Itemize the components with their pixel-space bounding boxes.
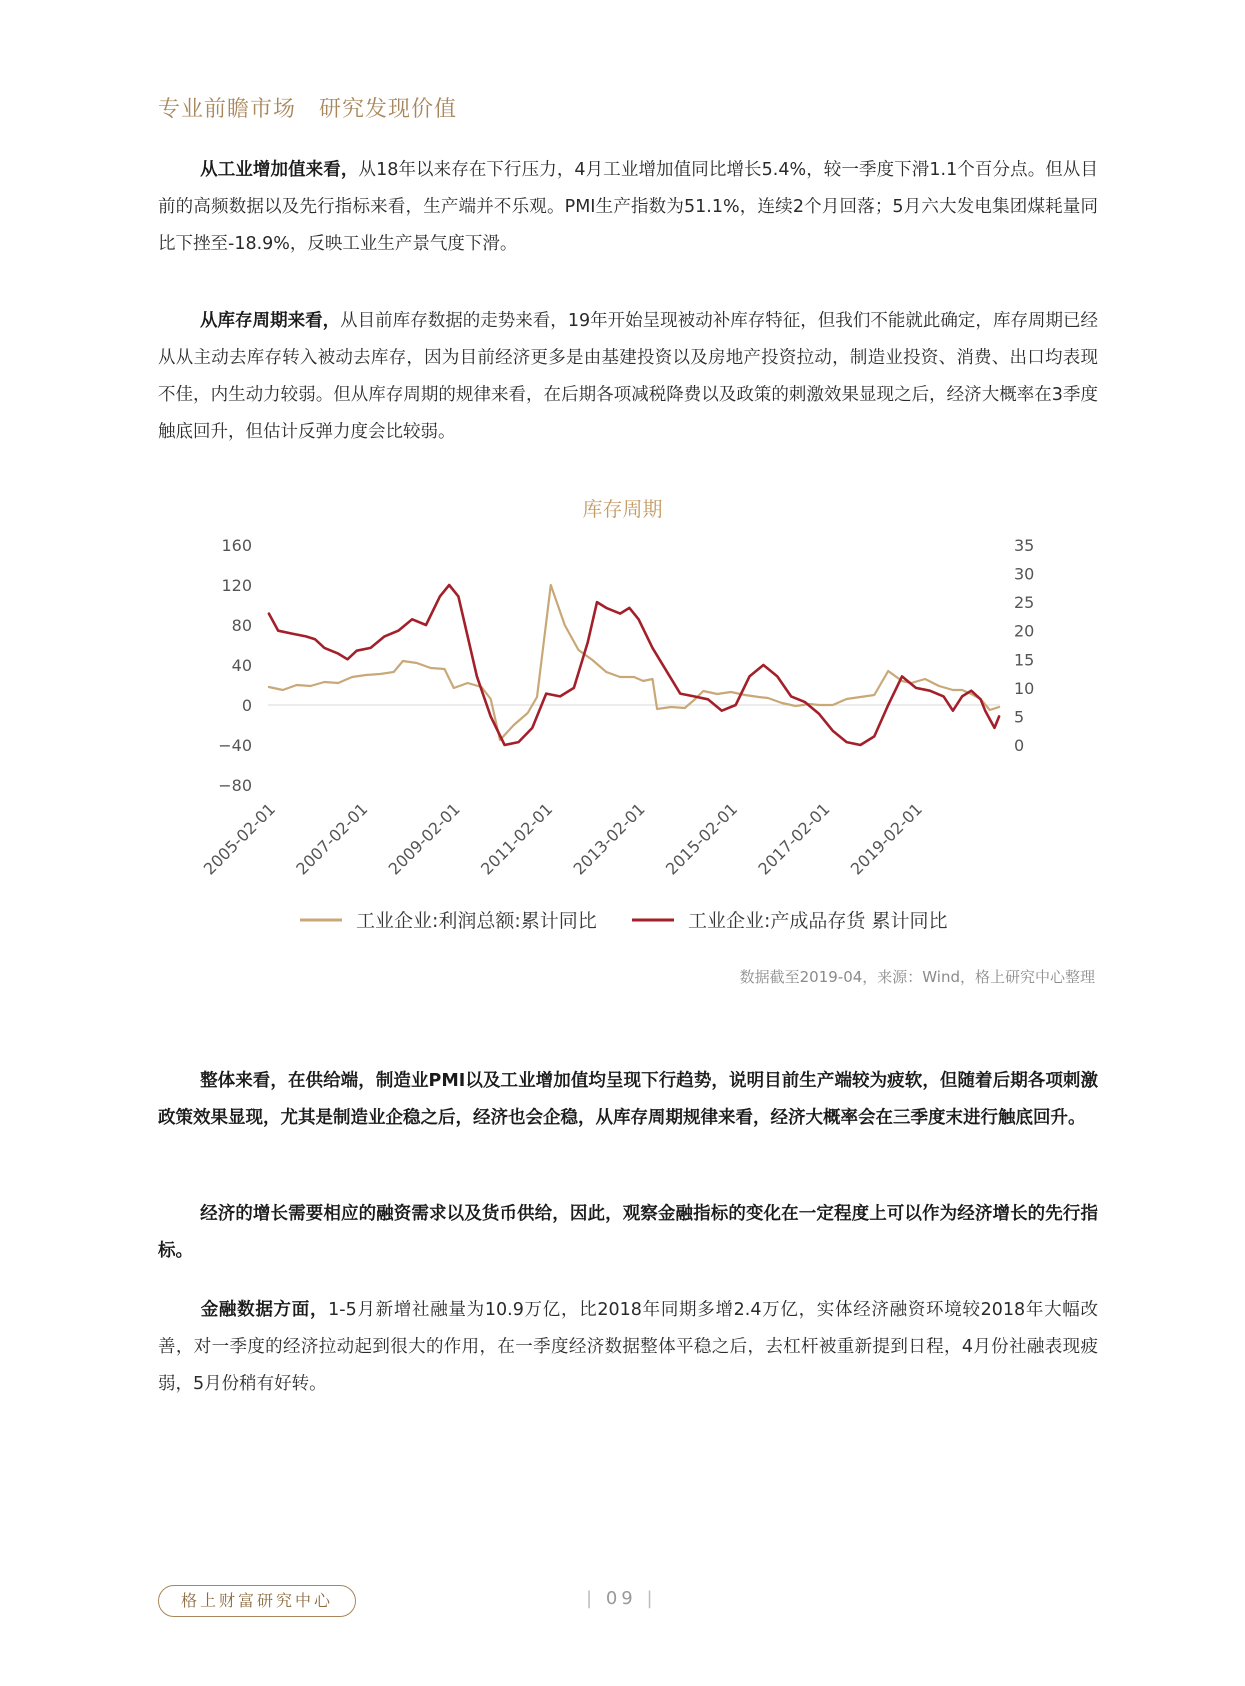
page-number bbox=[586, 1588, 657, 1609]
paragraph-lead: 金融数据方面， bbox=[200, 1300, 329, 1320]
legend-label: 工业企业:利润总额:累计同比 bbox=[356, 910, 597, 932]
paragraph-lead: 从工业增加值来看， bbox=[200, 160, 359, 180]
x-axis-tick-label: 2017-02-01 bbox=[754, 799, 834, 879]
left-axis-tick-label: −80 bbox=[218, 776, 252, 795]
x-axis-tick-label: 2007-02-01 bbox=[292, 799, 372, 879]
paragraph-lead: 从库存周期来看， bbox=[200, 311, 341, 331]
left-axis-tick-label: 0 bbox=[241, 696, 252, 715]
paragraph-industrial-value-added bbox=[158, 152, 1098, 263]
inventory-cycle-chart bbox=[0, 520, 1245, 960]
chart-lines bbox=[269, 585, 999, 745]
chart-title: 库存周期 bbox=[582, 497, 663, 521]
right-axis-tick-label: 15 bbox=[1014, 650, 1035, 670]
x-axis-tick-label: 2011-02-01 bbox=[477, 799, 557, 879]
page-number-bar-left: | bbox=[586, 1588, 597, 1609]
x-axis-tick-label: 2005-02-01 bbox=[199, 799, 279, 879]
paragraph-body: 从目前库存数据的走势来看，19年开始呈现被动补库存特征，但我们不能就此确定，库存周期已经从从主动去库存转入被动去库存，因为目前经济更多是由基建投资以及房地产投资拉动，制造业投资、消费、出口均表现不佳，内生动力较弱。但从库存周期的规律来看，在后期各项减税降费以及政策的刺激效果显现之后，经济大概率在3季度触底回升，但估计反弹力度会比较弱。 bbox=[158, 311, 1099, 442]
chart-legend bbox=[300, 910, 947, 932]
left-axis-tick-label: 160 bbox=[221, 536, 252, 555]
left-axis-tick-label: 120 bbox=[221, 576, 252, 595]
paragraph-financial-data bbox=[158, 1292, 1098, 1403]
series-line bbox=[269, 585, 999, 745]
x-axis-tick-label: 2013-02-01 bbox=[569, 799, 649, 879]
left-axis-tick-label: −40 bbox=[218, 736, 252, 755]
right-axis-tick-label: 0 bbox=[1014, 736, 1025, 755]
page-number-bar-right: | bbox=[646, 1588, 657, 1609]
series-line bbox=[269, 585, 999, 740]
paragraph-inventory-cycle bbox=[158, 303, 1098, 451]
paragraph-body: 1-5月新增社融量为10.9万亿，比2018年同期多增2.4万亿，实体经济融资环境较2018年大幅改善，对一季度的经济拉动起到很大的作用，在一季度经济数据整体平稳之后，去杠杆被重新提到日程，4月份社融表现疲弱，5月份稍有好转。 bbox=[158, 1300, 1099, 1394]
paragraph-summary bbox=[158, 1063, 1098, 1137]
footer-brand-badge: 格上财富研究中心 bbox=[158, 1585, 356, 1617]
left-axis-tick-label: 40 bbox=[231, 656, 252, 675]
paragraph-body: 经济的增长需要相应的融资需求以及货币供给，因此，观察金融指标的变化在一定程度上可以作为经济增长的先行指标。 bbox=[158, 1204, 1098, 1261]
right-axis-tick-label: 5 bbox=[1014, 707, 1025, 727]
paragraph-financing bbox=[158, 1196, 1098, 1270]
paragraph-body: 从18年以来存在下行压力，4月工业增加值同比增长5.4%，较一季度下滑1.1个百分点。但从目前的高频数据以及先行指标来看，生产端并不乐观。PMI生产指数为51.1%，连续2个月回落；5月六大发电集团煤耗量同比下挫至-18.9%，反映工业生产景气度下滑。 bbox=[158, 160, 1098, 254]
page-header-slogan: 专业前瞻市场 研究发现价值 bbox=[158, 97, 458, 122]
x-axis-tick-label: 2019-02-01 bbox=[846, 799, 926, 879]
right-axis-tick-label: 30 bbox=[1014, 564, 1035, 584]
x-axis-tick-label: 2009-02-01 bbox=[384, 799, 464, 879]
right-axis-tick-label: 35 bbox=[1014, 536, 1035, 555]
page-number-value: 09 bbox=[605, 1588, 637, 1609]
right-axis-tick-label: 25 bbox=[1014, 593, 1035, 613]
x-axis-tick-label: 2015-02-01 bbox=[661, 799, 742, 879]
right-axis-tick-label: 10 bbox=[1014, 678, 1035, 698]
legend-label: 工业企业:产成品存货 累计同比 bbox=[688, 910, 948, 932]
left-axis-tick-label: 80 bbox=[231, 616, 252, 635]
chart-axes bbox=[200, 536, 1035, 879]
right-axis-tick-label: 20 bbox=[1014, 621, 1035, 641]
paragraph-body: 整体来看，在供给端，制造业PMI以及工业增加值均呈现下行趋势，说明目前生产端较为疲软，但随着后期各项刺激政策效果显现，尤其是制造业企稳之后，经济也会企稳，从库存周期规律来看，经济大概率会在三季度末进行触底回升。 bbox=[158, 1071, 1098, 1128]
source-note: 数据截至2019-04，来源：Wind，格上研究中心整理 bbox=[739, 968, 1095, 986]
